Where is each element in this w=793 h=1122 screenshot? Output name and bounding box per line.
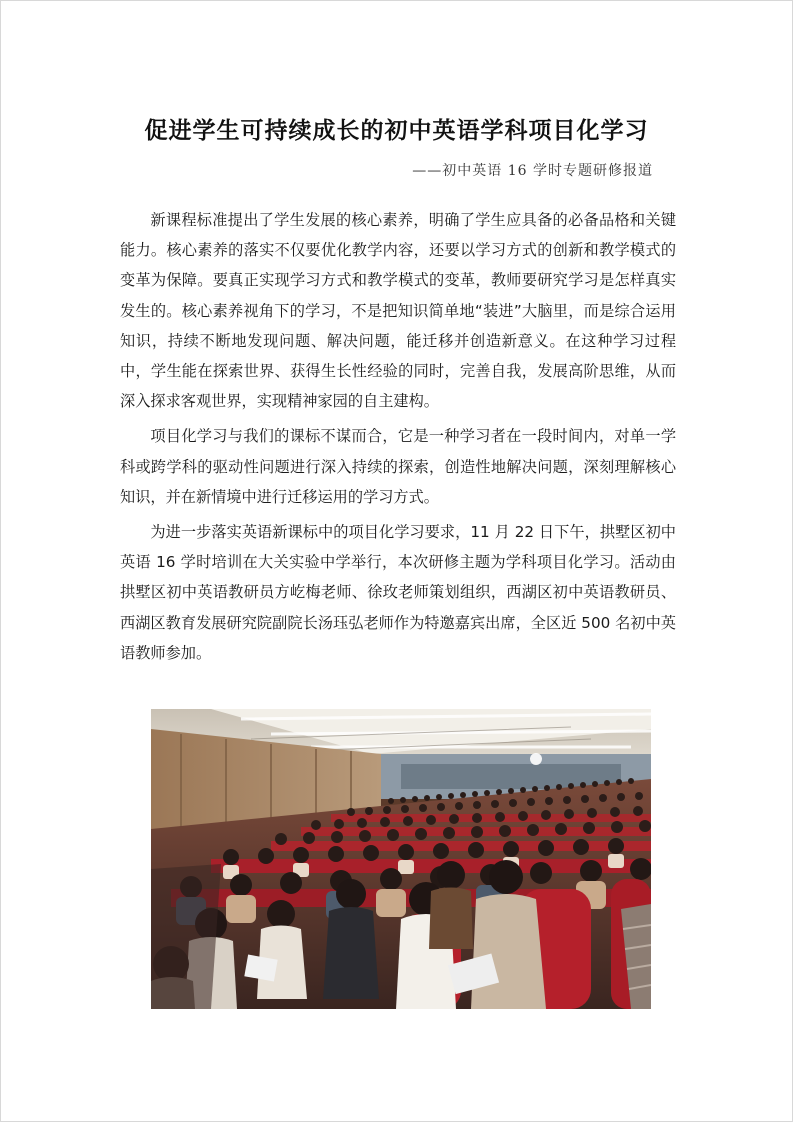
paragraph-2: 项目化学习与我们的课标不谋而合，它是一种学习者在一段时间内，对单一学科或跨学科的驱动性问题进行深入持续的探索，创造性地解决问题，深刻理解核心知识，并在新情境中进行迁移运用的学习方式。 [120,427,676,506]
paragraph-1: 新课程标准提出了学生发展的核心素养，明确了学生应具备的必备品格和关键能力。核心素养的落实不仅要优化教学内容，还要以学习方式的创新和教学模式的变革为保障。要真正实现学习方式和教学模式的变革，教师要研究学习是怎样真实发生的。核心素养视角下的学习，不是把知识简单地“装进”大脑里，而是综合运用知识，持续不断地发现问题、解决问题，能迁移并创造新意义。在这种学习过程中，学生能在探索世界、获得生长性经验的同时，完善自我，发展高阶思维，从而深入探求客观世界，实现精神家园的自主建构。 [120,211,676,411]
article-body [120,205,676,673]
auditorium-illustration [151,709,651,1009]
auditorium-photo [151,709,651,1009]
page-title: 促进学生可持续成长的初中英语学科项目化学习 [144,118,649,144]
paragraph-3: 为进一步落实英语新课标中的项目化学习要求，11 月 22 日下午，拱墅区初中英语 16 学时培训在大关实验中学举行，本次研修主题为学科项目化学习。活动由拱墅区初中英语教研员方屹梅老师、徐玫老师策划组织，西湖区初中英语教研员、西湖区教育发展研究院副院长汤珏弘老师作为特邀嘉宾出席，全区近 500 名初中英语教师参加。 [120,523,676,662]
page-subtitle: ——初中英语 16 学时专题研修报道 [412,163,653,179]
